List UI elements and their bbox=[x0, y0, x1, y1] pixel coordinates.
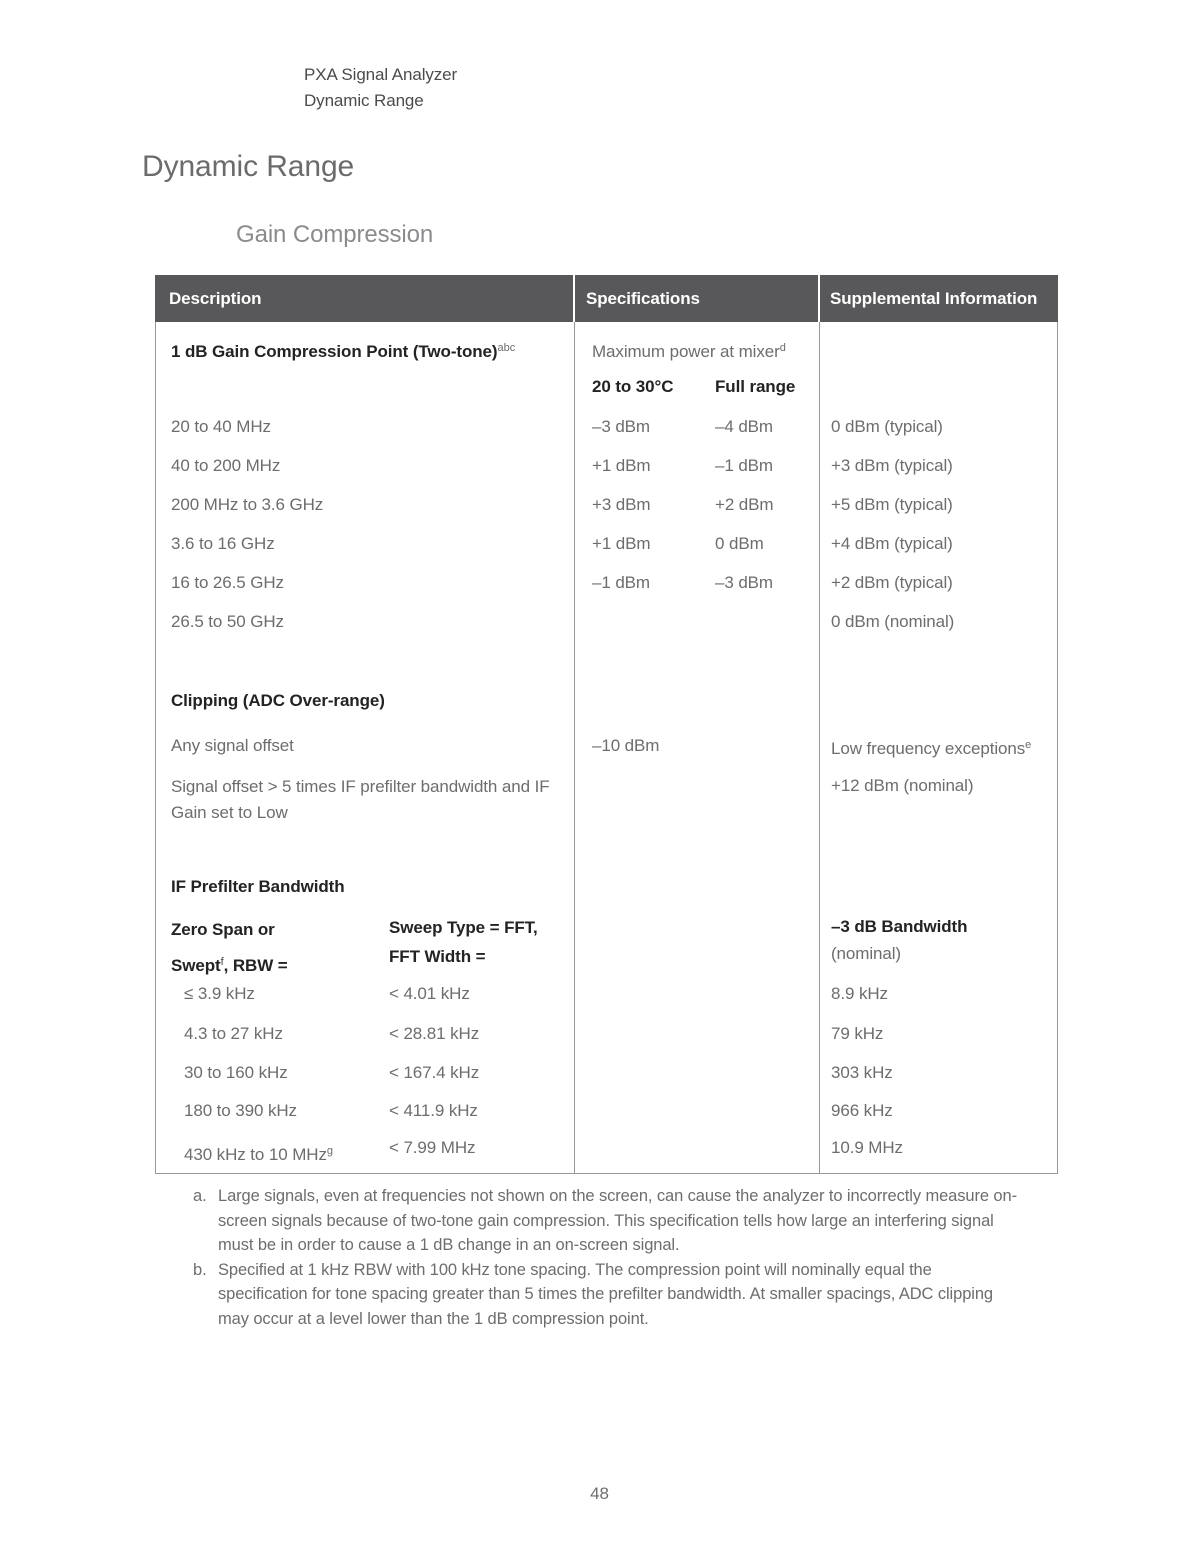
table-row-desc: 40 to 200 MHz bbox=[171, 456, 281, 475]
footnote-a bbox=[193, 1184, 1025, 1258]
column-header-specifications: Specifications bbox=[575, 275, 818, 322]
table-row-fft: < 167.4 kHz bbox=[389, 1063, 480, 1082]
table-row-desc: 3.6 to 16 GHz bbox=[171, 534, 275, 553]
table-row-supp: +4 dBm (typical) bbox=[831, 534, 953, 553]
table-row-spec2: –3 dBm bbox=[715, 573, 773, 592]
footnote-b-text: Specified at 1 kHz RBW with 100 kHz tone spacing. The compression point will nominally equal the specification for tone spacing greater than 5 times the prefilter bandwidth. At smaller spacings, ADC clipping may occur at a level lower than the 1 dB compression point. bbox=[218, 1260, 993, 1328]
table-row-supp: +5 dBm (typical) bbox=[831, 495, 953, 514]
footnote-b bbox=[193, 1258, 1025, 1332]
running-header bbox=[304, 62, 457, 114]
section3-heading: IF Prefilter Bandwidth bbox=[171, 877, 345, 896]
section1-heading: 1 dB Gain Compression Point (Two-tone)$^{abc}$ bbox=[171, 342, 516, 361]
column-divider-1 bbox=[574, 322, 575, 1173]
page-number: 48 bbox=[590, 1484, 609, 1503]
table-row-spec2: –1 dBm bbox=[715, 456, 773, 475]
section3-supp-header: –3 dB Bandwidth (nominal) bbox=[831, 917, 968, 963]
section2-heading: Clipping (ADC Over-range) bbox=[171, 691, 385, 710]
table-row-rbw: 30 to 160 kHz bbox=[184, 1063, 288, 1082]
table-row-spec1: +3 dBm bbox=[592, 495, 651, 514]
table-row-supp: +3 dBm (typical) bbox=[831, 456, 953, 475]
footnote-a-label: a. bbox=[193, 1187, 207, 1205]
running-header-line1: PXA Signal Analyzer bbox=[304, 65, 458, 84]
section1-spec-note: Maximum power at mixer$^d$ bbox=[592, 342, 786, 361]
table-row-bw: 966 kHz bbox=[831, 1101, 893, 1120]
table-row-fft: < 7.99 MHz bbox=[389, 1138, 476, 1157]
spec-table bbox=[155, 275, 1058, 1174]
table-body bbox=[155, 322, 1058, 1174]
section3-col1-header: Zero Span or Swept$^f$, RBW = bbox=[171, 920, 288, 975]
table-row-rbw: 4.3 to 27 kHz bbox=[184, 1024, 283, 1043]
table-row-spec2: +2 dBm bbox=[715, 495, 774, 514]
table-row-bw: 10.9 MHz bbox=[831, 1138, 903, 1157]
rbw-footnote-ref: g bbox=[326, 1145, 333, 1157]
table-row-rbw: 430 kHz to 10 MHz$^g$ bbox=[184, 1145, 333, 1164]
table-row-spec1: –3 dBm bbox=[592, 417, 650, 436]
table-row-fft: < 411.9 kHz bbox=[389, 1101, 478, 1120]
table-row-bw: 79 kHz bbox=[831, 1024, 884, 1043]
table-row-spec2: –4 dBm bbox=[715, 417, 773, 436]
table-row-rbw: 180 to 390 kHz bbox=[184, 1101, 297, 1120]
table-row-fft: < 4.01 kHz bbox=[389, 984, 470, 1003]
table-row-desc: 26.5 to 50 GHz bbox=[171, 612, 284, 631]
column-divider-2 bbox=[819, 322, 820, 1173]
table-row-supp: +2 dBm (typical) bbox=[831, 573, 953, 592]
section3-col2-header: Sweep Type = FFT, FFT Width = bbox=[389, 918, 538, 966]
page-title: Dynamic Range bbox=[142, 150, 355, 183]
footnote-a-text: Large signals, even at frequencies not shown on the screen, can cause the analyzer to incorrectly measure on-screen signals because of two-tone gain compression. This specification tells how large an interfering signal must be in order to cause a 1 dB change in an on-screen signal. bbox=[218, 1187, 1017, 1254]
table-row-supp: +12 dBm (nominal) bbox=[831, 776, 974, 795]
column-header-supplemental: Supplemental Information bbox=[820, 275, 1058, 322]
spec-subcol-header-2: Full range bbox=[715, 377, 796, 396]
col1-header-footnote-ref: f bbox=[220, 956, 224, 968]
table-row-desc: 200 MHz to 3.6 GHz bbox=[171, 495, 324, 514]
table-row-desc: Any signal offset bbox=[171, 736, 294, 755]
table-row-bw: 303 kHz bbox=[831, 1063, 893, 1082]
table-row-spec1: –1 dBm bbox=[592, 573, 650, 592]
table-row-supp: 0 dBm (typical) bbox=[831, 417, 943, 436]
table-row-desc: 16 to 26.5 GHz bbox=[171, 573, 284, 592]
column-header-description: Description bbox=[155, 275, 573, 322]
table-row-desc: Signal offset > 5 times IF prefilter bandwidth and IF Gain set to Low bbox=[171, 777, 550, 822]
table-header-row bbox=[155, 275, 1058, 322]
running-header-line2: Dynamic Range bbox=[304, 91, 424, 110]
table-row-bw: 8.9 kHz bbox=[831, 984, 888, 1003]
section1-heading-footnote-ref: abc bbox=[497, 342, 516, 354]
spec-subcol-header-1: 20 to 30°C bbox=[592, 377, 674, 396]
table-row-spec: –10 dBm bbox=[592, 736, 660, 755]
section1-spec-note-footnote-ref: d bbox=[779, 342, 786, 354]
table-row-supp: 0 dBm (nominal) bbox=[831, 612, 955, 631]
table-row-supp: Low frequency exceptions$^e$ bbox=[831, 739, 1032, 758]
table-row-spec1: +1 dBm bbox=[592, 534, 651, 553]
table-row-spec2: 0 dBm bbox=[715, 534, 764, 553]
table-row-desc: 20 to 40 MHz bbox=[171, 417, 271, 436]
footnote-b-label: b. bbox=[193, 1260, 207, 1279]
section-subtitle: Gain Compression bbox=[236, 221, 434, 248]
table-row-fft: < 28.81 kHz bbox=[389, 1024, 480, 1043]
supp-footnote-ref: e bbox=[1025, 739, 1032, 751]
table-row-spec1: +1 dBm bbox=[592, 456, 651, 475]
table-row-rbw: ≤ 3.9 kHz bbox=[184, 984, 255, 1003]
footnotes bbox=[193, 1184, 1025, 1331]
